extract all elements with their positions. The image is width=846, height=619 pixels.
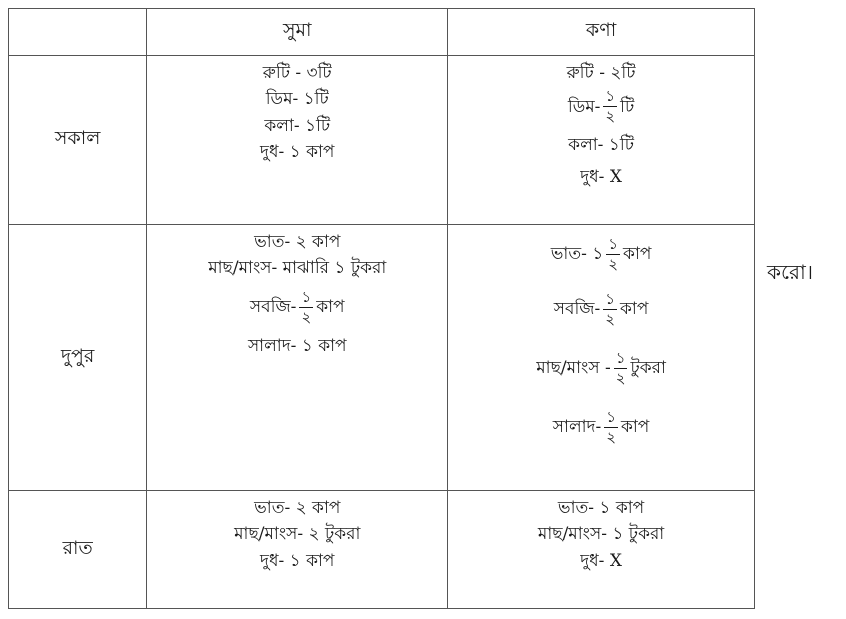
kona-noon-item-fraction [554,292,649,327]
item-text: মাছ/মাংস - [536,358,611,379]
row-label-morning: সকাল [9,56,147,225]
suma-night-cell [147,491,448,609]
kona-noon-item-fraction [536,351,666,386]
item-unit: কাপ [623,244,652,265]
suma-noon-item: ভাত- ২ কাপ [254,232,341,252]
suma-noon-cell [147,225,448,491]
fraction-denominator: ২ [615,369,626,387]
suma-morning-item: ডিম- ১টি [265,89,329,110]
suma-noon-item: সালাদ- ১ কাপ [247,335,347,356]
item-text: সালাদ- [552,417,602,438]
item-text: ডিম- [567,96,601,117]
kona-night-cell [448,491,755,609]
side-text: করো। [767,260,813,284]
suma-noon-item-fraction [249,287,345,326]
header-row [9,9,755,56]
fraction [604,410,618,445]
meal-table [8,8,755,609]
kona-morning-cell [448,56,755,225]
fraction-denominator: ২ [301,307,312,326]
item-text: ভাত- ১ [550,244,604,265]
kona-morning-item: দুধ- X [580,166,622,187]
fraction-numerator: ১ [301,287,312,306]
kona-morning-item: রুটি - ২টি [566,63,636,83]
item-unit: টি [620,96,635,117]
row-night [9,491,755,609]
row-noon [9,225,755,491]
fraction-denominator: ২ [608,255,619,273]
fraction-numerator: ১ [615,349,626,367]
item-unit: টুকরা [630,358,666,379]
header-kona: কণা [448,9,755,56]
row-morning [9,56,755,225]
fraction-denominator: ২ [606,428,616,446]
kona-night-item: ভাত- ১ কাপ [557,498,645,518]
kona-morning-item-fraction [568,89,634,124]
fraction [603,292,617,327]
kona-night-item: দুধ- X [580,550,622,571]
item-text: সবজি- [553,299,601,320]
header-blank-cell [9,9,147,56]
suma-morning-item: কলা- ১টি [264,115,331,136]
fraction-numerator: ১ [605,290,616,308]
fraction [603,89,617,124]
fraction [299,287,313,326]
fraction [614,351,628,386]
fraction [606,237,620,272]
fraction-numerator: ১ [606,408,616,426]
kona-noon-item-fraction [553,410,650,445]
kona-night-item: মাছ/মাংস- ১ টুকরা [537,524,665,545]
fraction-denominator: ২ [605,107,616,126]
suma-night-item: দুধ- ১ কাপ [260,550,335,571]
fraction-numerator: ১ [608,235,619,253]
item-unit: কাপ [316,297,345,318]
kona-morning-item: কলা- ১টি [568,135,634,156]
header-suma: সুমা [147,9,448,56]
suma-morning-cell [147,56,448,225]
fraction-denominator: ২ [605,310,616,328]
kona-noon-cell [448,225,755,491]
suma-night-item: মাছ/মাংস- ২ টুকরা [234,524,361,545]
fraction-numerator: ১ [605,87,616,106]
row-label-noon: দুপুর [9,225,147,491]
suma-morning-item: দুধ- ১ কাপ [260,142,335,163]
suma-noon-item: মাছ/মাংস- মাঝারি ১ টুকরা [208,258,387,279]
row-label-night: রাত [9,491,147,609]
item-unit: কাপ [620,417,650,438]
kona-noon-item-fraction [551,237,652,272]
item-text: সবজি- [249,297,297,318]
suma-morning-item: রুটি - ৩টি [262,63,332,83]
suma-night-item: ভাত- ২ কাপ [254,498,341,518]
item-unit: কাপ [620,299,649,320]
